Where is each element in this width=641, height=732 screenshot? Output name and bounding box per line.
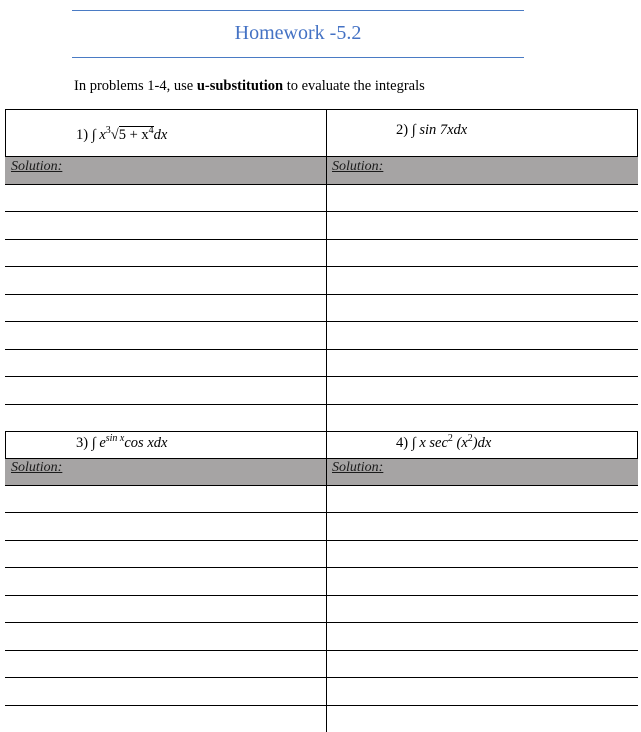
answer-line <box>5 650 638 651</box>
answer-line <box>5 567 638 568</box>
answer-line <box>5 376 638 377</box>
problem-2-integral: ∫ sin 7xdx <box>411 122 468 138</box>
page-title: Homework -5.2 <box>234 22 362 44</box>
problem-1-tail: dx <box>153 127 168 143</box>
instructions-bold: u-substitution <box>196 78 284 94</box>
problem-2-number: 2) <box>396 122 409 138</box>
answer-line <box>5 595 638 596</box>
answer-line <box>5 512 638 513</box>
problem-4-mid: (x <box>452 435 468 451</box>
problem-4-exp2: 2 <box>467 433 473 444</box>
problem-2 <box>396 122 467 139</box>
problem-1-integral: ∫ x <box>91 127 106 143</box>
problem-1-exp1: 3 <box>105 125 111 136</box>
problem-3-exp1: sin x <box>105 433 125 444</box>
problem-1-number: 1) <box>76 127 89 143</box>
problem-4-solution-label: Solution: <box>332 460 384 475</box>
answer-line <box>5 705 638 706</box>
problem-1-radicand-a: 5 + x <box>118 127 149 143</box>
solution-bar-top-rule <box>5 156 638 157</box>
problem-1-solution-label: Solution: <box>11 159 63 174</box>
solution-bar-bottom-rule <box>5 458 638 459</box>
answer-line <box>5 294 638 295</box>
answer-line <box>5 321 638 322</box>
answer-line <box>5 622 638 623</box>
solution-bar-bottom <box>5 458 638 485</box>
problem-3-solution-label: Solution: <box>11 460 63 475</box>
problem-4-number: 4) <box>396 435 409 451</box>
problem-1 <box>76 126 167 144</box>
title-top-rule <box>72 10 524 11</box>
problem-4 <box>396 435 491 452</box>
problem-3 <box>76 435 167 452</box>
problem-2-solution-label: Solution: <box>332 159 384 174</box>
instructions <box>74 78 425 95</box>
solution-bar-top <box>5 156 638 184</box>
answer-line <box>5 211 638 212</box>
answer-line <box>5 404 638 405</box>
answer-line <box>5 349 638 350</box>
answer-line <box>5 239 638 240</box>
title-bottom-rule <box>72 57 524 58</box>
problem-1-root: √ <box>110 127 119 143</box>
problem-4-integral: ∫ x sec <box>411 435 448 451</box>
answer-line <box>5 540 638 541</box>
instructions-pre: In problems 1-4, use <box>74 78 197 94</box>
problem-3-integral: ∫ e <box>91 435 106 451</box>
instructions-post: to evaluate the integrals <box>283 78 425 94</box>
column-divider <box>326 109 327 732</box>
answer-line <box>5 677 638 678</box>
problem-3-tail: cos xdx <box>124 435 168 451</box>
problem-4-exp1: 2 <box>447 433 453 444</box>
problem-1-exp2: 4 <box>148 125 154 136</box>
problem-3-number: 3) <box>76 435 89 451</box>
problem-4-tail: )dx <box>472 435 492 451</box>
answer-line <box>5 266 638 267</box>
problem-1-radicand <box>119 126 154 142</box>
